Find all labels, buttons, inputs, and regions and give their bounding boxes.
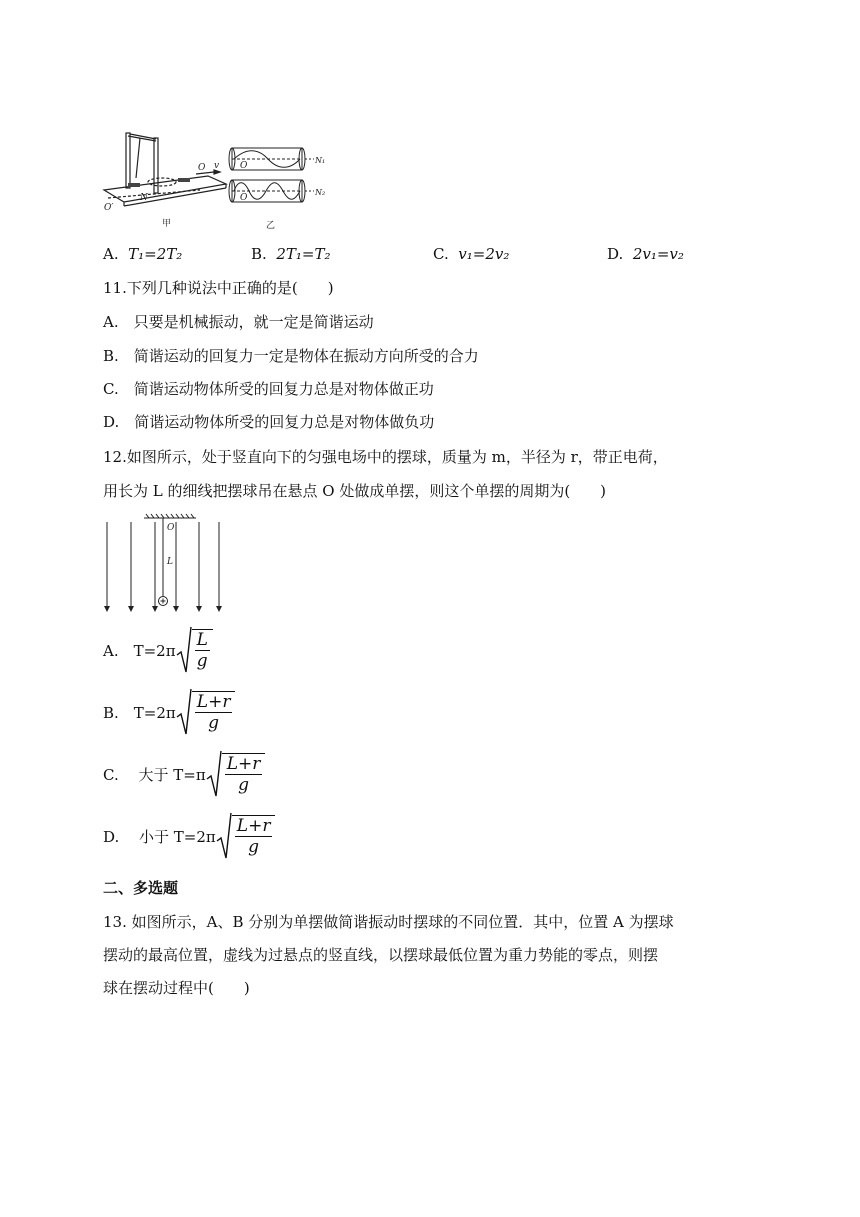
q12-option-d-formula <box>216 811 276 861</box>
q10-option-c-text: v₁=2v₂ <box>458 245 510 263</box>
pendulum-label-L: L <box>167 557 173 567</box>
q12-option-a-formula <box>176 625 213 675</box>
sqrt-icon <box>176 687 192 737</box>
sqrt-icon <box>216 811 232 861</box>
q10-option-b <box>251 245 331 263</box>
q10-option-c-label: C. <box>433 245 449 263</box>
label-O-yi-1: O <box>240 161 248 171</box>
pendulum-label-O: O <box>167 523 175 533</box>
q12-option-d <box>103 810 275 862</box>
q12-option-d-prefix: D. 小于 T=2π <box>103 827 216 846</box>
q12-option-b <box>103 686 235 738</box>
label-N1: N₁ <box>315 156 326 165</box>
q11-option-a: A. 只要是机械振动，就一定是简谐运动 <box>103 313 374 331</box>
q10-option-d-text: 2v₁=v₂ <box>632 245 684 263</box>
q12-option-a-prefix: A. T=2π <box>103 641 176 660</box>
sqrt-icon <box>206 749 222 799</box>
q12-stem-line2: 用长为 L 的细线把摆球吊在悬点 O 处做成单摆，则这个单摆的周期为( ) <box>103 482 607 500</box>
q12-option-c-prefix: C. 大于 T=π <box>103 765 206 784</box>
q10-option-d <box>607 245 684 263</box>
label-v: v <box>214 161 220 171</box>
q10-option-c <box>433 245 509 263</box>
q13-line2: 摆动的最高位置，虚线为过悬点的竖直线，以摆球最低位置为重力势能的零点，则摆 <box>103 946 659 964</box>
sqrt-icon <box>176 625 192 675</box>
q12-option-c <box>103 748 265 800</box>
q12-option-b-num: L+r <box>196 692 231 712</box>
section-heading: 二、多选题 <box>103 879 179 897</box>
q12-option-c-den: g <box>238 775 249 795</box>
q12-option-c-num: L+r <box>226 754 261 774</box>
oscillation-figure <box>100 128 340 238</box>
q12-option-c-formula <box>206 749 266 799</box>
label-N: N <box>140 193 148 203</box>
q12-option-a-num: L <box>196 630 208 650</box>
label-O-prime: O′ <box>104 203 114 213</box>
q12-option-b-den: g <box>208 713 220 733</box>
q13-line1: 13. 如图所示，A、B 分别为单摆做简谐振动时摆球的不同位置．其中，位置 A 为摆球 <box>103 913 674 931</box>
q12-option-b-prefix: B. T=2π <box>103 703 176 722</box>
q12-stem-line1: 12.如图所示，处于竖直向下的匀强电场中的摆球，质量为 m，半径为 r，带正电荷， <box>103 448 668 466</box>
q12-option-d-num: L+r <box>236 816 271 836</box>
label-O-jia: O <box>198 163 206 173</box>
q12-option-a-den: g <box>196 651 208 671</box>
q11-option-b: B. 简谐运动的回复力一定是物体在振动方向所受的合力 <box>103 347 479 365</box>
q10-option-a-text: T₁=2T₂ <box>128 245 183 263</box>
label-N2: N₂ <box>315 188 326 197</box>
label-jia: 甲 <box>162 219 172 229</box>
q12-option-d-den: g <box>248 837 260 857</box>
q10-option-a-label: A. <box>103 245 119 263</box>
q11-option-c: C. 简谐运动物体所受的回复力总是对物体做正功 <box>103 380 434 398</box>
q12-option-a <box>103 624 213 676</box>
q11-option-d: D. 简谐运动物体所受的回复力总是对物体做负功 <box>103 413 435 431</box>
q10-option-b-label: B. <box>251 245 267 263</box>
q12-option-b-formula <box>176 687 236 737</box>
q10-option-d-label: D. <box>607 245 624 263</box>
q11-stem: 11.下列几种说法中正确的是( ) <box>103 279 334 297</box>
q10-option-a <box>103 245 182 263</box>
label-O-yi-2: O <box>240 193 248 203</box>
pendulum-field-figure <box>100 512 230 616</box>
q10-option-b-text: 2T₁=T₂ <box>276 245 331 263</box>
q13-line3: 球在摆动过程中( ) <box>103 979 250 997</box>
label-yi: 乙 <box>266 221 276 231</box>
